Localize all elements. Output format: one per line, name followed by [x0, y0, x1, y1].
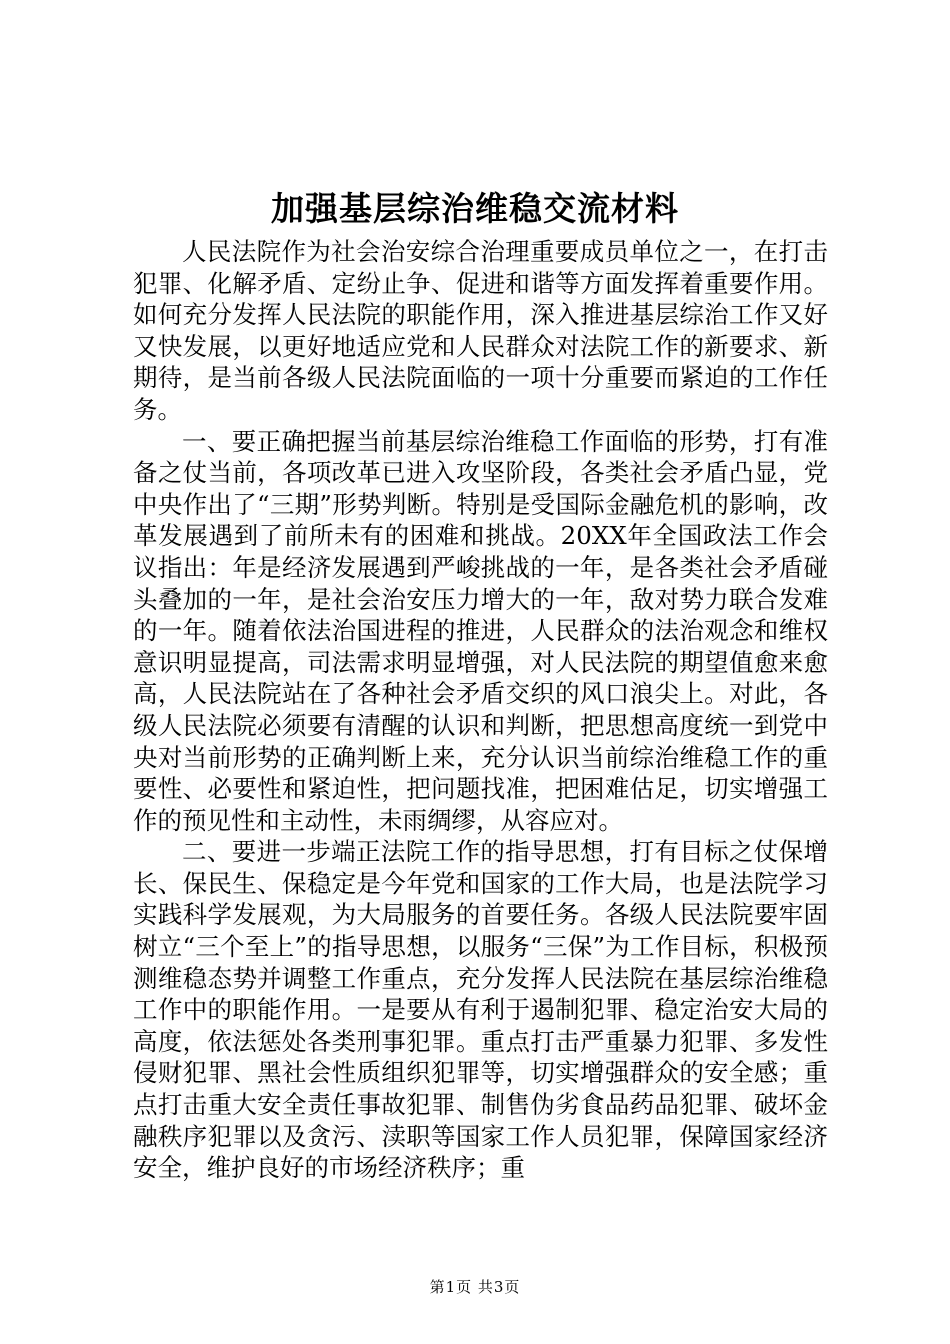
document-body [133, 236, 828, 1184]
paragraph-intro: 人民法院作为社会治安综合治理重要成员单位之一，在打击犯罪、化解矛盾、定纷止争、促进和谐等方面发挥着重要作用。如何充分发挥人民法院的职能作用，深入推进基层综治工作又好又快发展，以更好地适应党和人民群众对法院工作的新要求、新期待，是当前各级人民法院面临的一项十分重要而紧迫的工作任务。 [133, 237, 828, 424]
page-number-footer: 第1页 共3页 [429, 1278, 521, 1296]
paragraph-section-1: 一、要正确把握当前基层综治维稳工作面临的形势，打有准备之仗当前，各项改革已进入攻坚阶段，各类社会矛盾凸显，党中央作出了“三期”形势判断。特别是受国际金融危机的影响，改革发展遇到了前所未有的困难和挑战。20XX年全国政法工作会议指出：年是经济发展遇到严峻挑战的一年，是各类社会矛盾碰头叠加的一年，是社会治安压力增大的一年，敌对势力联合发难的一年。随着依法治国进程的推进，人民群众的法治观念和维权意识明显提高，司法需求明显增强，对人民法院的期望值愈来愈高，人民法院站在了各种社会矛盾交织的风口浪尖上。对此，各级人民法院必须要有清醒的认识和判断，把思想高度统一到党中央对当前形势的正确判断上来，充分认识当前综治维稳工作的重要性、必要性和紧迫性，把问题找准，把困难估足，切实增强工作的预见性和主动性，未雨绸缪，从容应对。 [133, 426, 828, 835]
paragraph-section-2: 二、要进一步端正法院工作的指导思想，打有目标之仗保增长、保民生、保稳定是今年党和国家的工作大局，也是法院学习实践科学发展观，为大局服务的首要任务。各级人民法院要牢固树立“三个至上”的指导思想，以服务“三保”为工作目标，积极预测维稳态势并调整工作重点，充分发挥人民法院在基层综治维稳工作中的职能作用。一是要从有利于遏制犯罪、稳定治安大局的高度，依法惩处各类刑事犯罪。重点打击严重暴力犯罪、多发性侵财犯罪、黑社会性质组织犯罪等，切实增强群众的安全感；重点打击重大安全责任事故犯罪、制售伪劣食品药品犯罪、破坏金融秩序犯罪以及贪污、渎职等国家工作人员犯罪，保障国家经济安全，维护良好的市场经济秩序；重 [133, 837, 828, 1183]
document-title: 加强基层综治维稳交流材料 [271, 189, 679, 228]
